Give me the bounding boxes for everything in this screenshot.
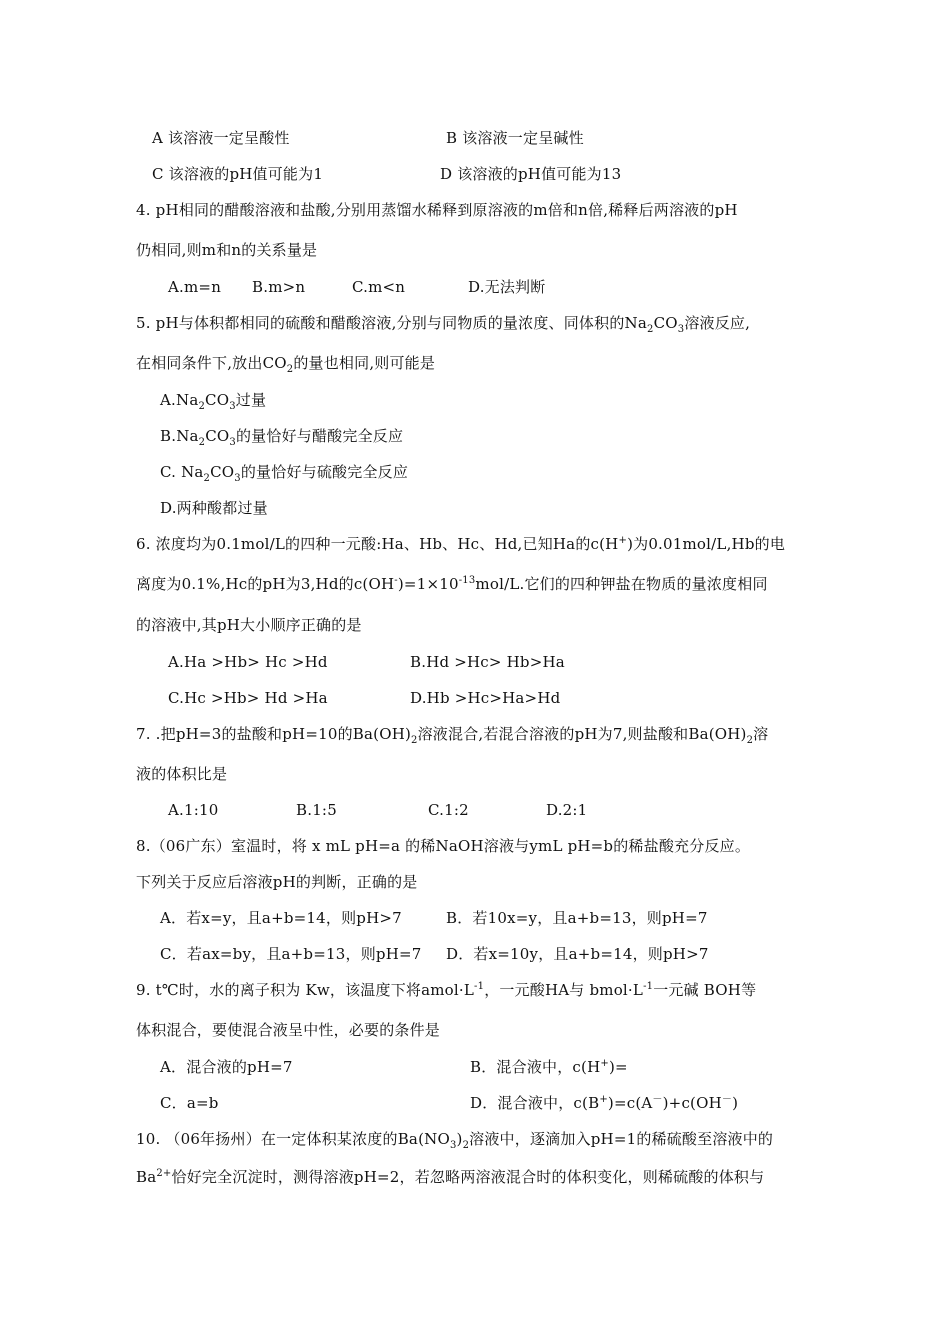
q9-option-a: A．混合液的pH=7 — [160, 1058, 293, 1076]
q6-option-c: C.Hc >Hb> Hd >Ha — [168, 689, 328, 707]
q9-stem-line2: 体积混合，要使混合液呈中性，必要的条件是 — [136, 1021, 441, 1039]
q5-stem-line1: 5. pH与体积都相同的硫酸和醋酸溶液,分别与同物质的量浓度、同体积的$Na_2CO_3$溶液反应, — [136, 314, 751, 335]
q6-option-b: B.Hd >Hc> Hb>Ha — [410, 653, 565, 671]
q6-option-d: D.Hb >Hc>Ha>Hd — [410, 689, 561, 707]
q3-option-b: B 该溶液一定呈碱性 — [446, 129, 584, 147]
q7-option-a: A.1:10 — [168, 801, 219, 819]
q9-stem-line1: 9. t℃时，水的离子积为 Kw，该温度下将$amol\cdot L^{-1}$，一元酸HA与 $bmol\cdot L^{-1}$一元碱 BOH等 — [136, 981, 757, 999]
q5-option-d: D.两种酸都过量 — [160, 499, 268, 517]
q9-option-c: C．a=b — [160, 1094, 219, 1112]
q9-option-b: B．混合液中，c(H+)= — [470, 1058, 628, 1076]
q4-option-d: D.无法判断 — [468, 278, 546, 296]
q5-option-c: C. $Na_2CO_3$的量恰好与硫酸完全反应 — [160, 463, 409, 484]
q8-option-a: A．若x=y，且a+b=14，则pH>7 — [160, 909, 402, 927]
q3-option-d: D 该溶液的pH值可能为13 — [440, 165, 622, 183]
q3-option-a: A 该溶液一定呈酸性 — [152, 129, 290, 147]
q6-stem-line3: 的溶液中,其pH大小顺序正确的是 — [136, 616, 362, 634]
q3-option-c: C 该溶液的pH值可能为1 — [152, 165, 324, 183]
q5-option-a: $A.Na_2CO_3$过量 — [160, 391, 267, 412]
q8-stem-line2: 下列关于反应后溶液pH的判断，正确的是 — [136, 873, 418, 891]
q4-option-a: A.m=n — [168, 278, 222, 296]
q6-stem-line1: 6. 浓度均为0.1mol/L的四种一元酸:Ha、Hb、Hc、Hd,已知Ha的c(H+)为0.01mol/L,Hb的电 — [136, 535, 786, 553]
q7-stem-line2: 液的体积比是 — [136, 765, 228, 783]
q4-option-c: C.m<n — [352, 278, 406, 296]
q5-option-b: $B.Na_2CO_3$的量恰好与醋酸完全反应 — [160, 427, 404, 448]
q8-option-b: B．若10x=y，且a+b=13，则pH=7 — [446, 909, 708, 927]
q10-stem-line2: $Ba^{2+}$恰好完全沉淀时，测得溶液pH=2，若忽略两溶液混合时的体积变化，则稀硫酸的体积与 — [136, 1168, 765, 1186]
q8-stem-line1: 8.（06广东）室温时，将 x mL pH=a 的稀NaOH溶液与ymL pH=b的稀盐酸充分反应。 — [136, 837, 751, 855]
q8-option-d: D．若x=10y，且a+b=14，则pH>7 — [446, 945, 709, 963]
q4-stem-line1: 4. pH相同的醋酸溶液和盐酸,分别用蒸馏水稀释到原溶液的m倍和n倍,稀释后两溶液的pH — [136, 201, 738, 219]
q7-option-d: D.2:1 — [546, 801, 588, 819]
q9-option-d: D．混合液中，c(B+)=c(A－)+c(OH－) — [470, 1094, 739, 1112]
q4-option-b: B.m>n — [252, 278, 306, 296]
q6-option-a: A.Ha >Hb> Hc >Hd — [168, 653, 328, 671]
q8-option-c: C．若ax=by，且a+b=13，则pH=7 — [160, 945, 422, 963]
q6-stem-line2: 离度为0.1%,Hc的pH为3,Hd的$c(OH^-)=1\times 10^{-13}mol/L$.它们的四种钾盐在物质的量浓度相同 — [136, 575, 768, 593]
q4-stem-line2: 仍相同,则m和n的关系量是 — [136, 241, 318, 259]
q7-option-b: B.1:5 — [296, 801, 337, 819]
q5-stem-line2: 在相同条件下,放出$CO_2$的量也相同,则可能是 — [136, 354, 436, 375]
q10-stem-line1: 10. （06年扬州）在一定体积某浓度的$Ba(NO_3)_2$溶液中，逐滴加入pH=1的稀硫酸至溶液中的 — [136, 1130, 774, 1151]
q7-option-c: C.1:2 — [428, 801, 469, 819]
q7-stem-line1: 7. .把pH=3的盐酸和pH=10的$Ba(OH)_2$溶液混合,若混合溶液的pH为7,则盐酸和$Ba(OH)_2$溶 — [136, 725, 769, 746]
